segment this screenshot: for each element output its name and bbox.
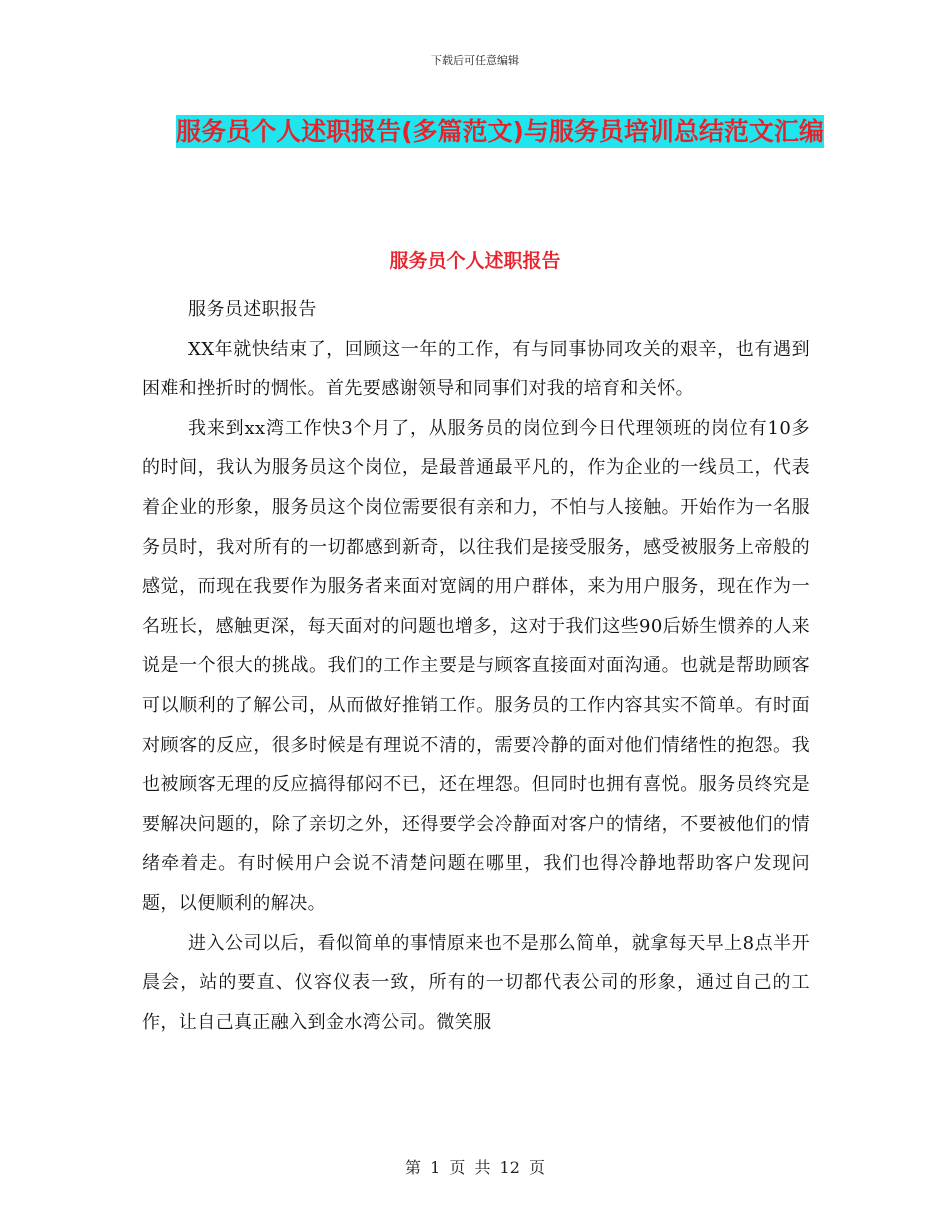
document-title-text: 服务员个人述职报告(多篇范文)与服务员培训总结范文汇编 (176, 117, 824, 146)
document-title (150, 108, 850, 156)
paragraph: 服务员述职报告 (188, 299, 317, 320)
paragraph: XX年就快结束了，回顾这一年的工作，有与同事协同攻关的艰辛，也有遇到困难和挫折时的惆怅。首先要感谢领导和同事们对我的培育和关怀。 (142, 338, 810, 400)
page-header: 下载后可任意编辑 (431, 54, 519, 67)
paragraph: 我来到xx湾工作快3个月了，从服务员的岗位到今日代理领班的岗位有10多的时间，我认为服务员这个岗位，是最普通最平凡的，作为企业的一线员工，代表着企业的形象，服务员这个岗位需要很有亲和力，不怕与人接触。开始作为一名服务员时，我对所有的一切都感到新奇，以往我们是接受服务，感受被服务上帝般的感觉，而现在我要作为服务者来面对宽阔的用户群体，来为用户服务，现在作为一名班长，感触更深，每天面对的问题也增多，这对于我们这些90后娇生惯养的人来说是一个很大的挑战。我们的工作主要是与顾客直接面对面沟通。也就是帮助顾客可以顺利的了解公司，从而做好推销工作。服务员的工作内容其实不简单。有时面对顾客的反应，很多时候是有理说不清的，需要冷静的面对他们情绪性的抱怨。我也被顾客无理的反应搞得郁闷不已，还在埋怨。但同时也拥有喜悦。服务员终究是要解决问题的，除了亲切之外，还得要学会冷静面对客户的情绪，不要被他们的情绪牵着走。有时候用户会说不清楚问题在哪里，我们也得冷静地帮助客户发现问题，以便顺利的解决。 (142, 417, 810, 914)
page-footer: 第 1 页 共 12 页 (405, 1158, 545, 1177)
paragraph: 进入公司以后，看似简单的事情原来也不是那么简单，就拿每天早上8点半开晨会，站的要直、仪容仪表一致，所有的一切都代表公司的形象，通过自己的工作，让自己真正融入到金水湾公司。微笑服 (142, 932, 810, 1033)
document-body (142, 290, 810, 1042)
section-title: 服务员个人述职报告 (389, 250, 561, 272)
